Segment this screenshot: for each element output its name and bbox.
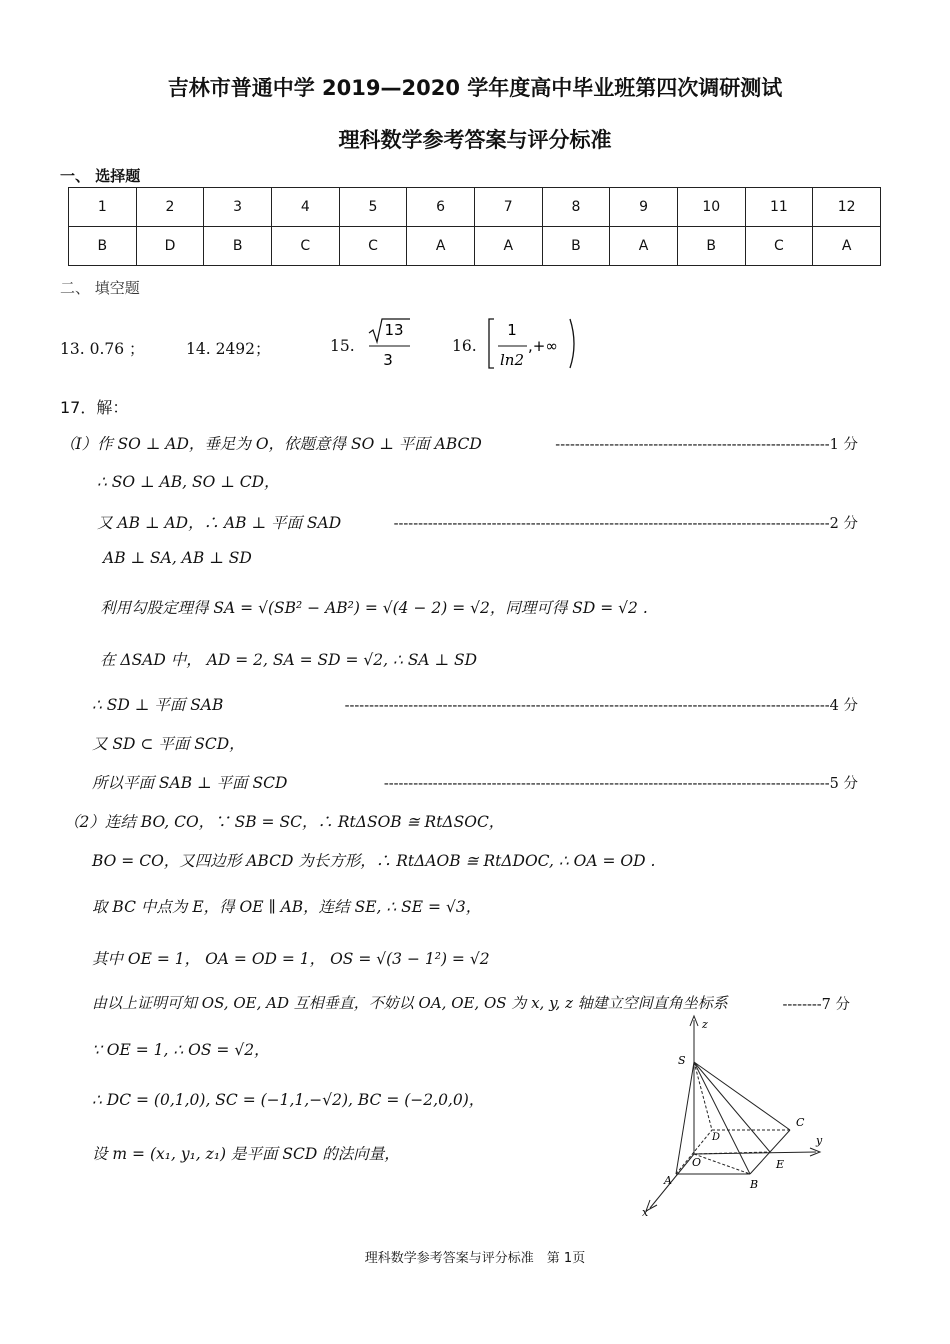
question-number: 6: [407, 188, 475, 227]
answer-cell: D: [136, 227, 204, 266]
answer-16-interval: [486, 316, 578, 372]
solution-line: AB ⊥ SA, AB ⊥ SD: [103, 549, 252, 567]
score-marker: -------------------------------------------------------------------------------------------5 分: [383, 776, 858, 792]
question-number: 11: [745, 188, 813, 227]
axis-label-x: x: [642, 1206, 649, 1219]
solution-line: 又 AB ⊥ AD，∴ AB ⊥ 平面 SAD: [97, 514, 342, 532]
score-marker: --------7 分: [782, 997, 850, 1013]
answer-15-numerator: 13: [384, 321, 404, 339]
solution-line: ∴ SD ⊥ 平面 SAB: [92, 696, 224, 714]
answer-16-numerator: 1: [507, 321, 517, 339]
pyramid-coordinate-figure: [630, 1012, 840, 1220]
question-number: 10: [677, 188, 745, 227]
answer-15-label: 15.: [330, 337, 355, 355]
solution-line: 取 BC 中点为 E，得 OE ∥ AB，连结 SE, ∴ SE = √3，: [92, 898, 482, 916]
question-number: 2: [136, 188, 204, 227]
section-choice-heading: 一、 选择题: [60, 167, 141, 185]
solution-line: ∵ OE = 1, ∴ OS = √2，: [92, 1041, 270, 1059]
solution-line: BO = CO，又四边形 ABCD 为长方形，∴ RtΔAOB ≅ RtΔDOC, ∴ OA = OD .: [92, 852, 656, 870]
answer-13: 13. 0.76 ；: [60, 340, 145, 358]
answer-15-fraction: [366, 316, 412, 372]
score-marker: --------------------------------------------------------1 分: [555, 437, 858, 453]
point-label-s: S: [678, 1054, 686, 1067]
answer-cell: A: [610, 227, 678, 266]
point-label-e: E: [776, 1158, 785, 1171]
solution-line: 又 SD ⊂ 平面 SCD，: [92, 735, 245, 753]
point-label-a: A: [664, 1174, 672, 1187]
answer-cell: B: [204, 227, 272, 266]
answer-16-tail: ,+∞: [528, 337, 558, 355]
question-number: 9: [610, 188, 678, 227]
page-footer: 理科数学参考答案与评分标准 第 1页: [364, 1251, 586, 1266]
score-marker: -----------------------------------------------------------------------------------------2 分: [393, 516, 858, 532]
solution-line: 设 m = (x₁, y₁, z₁) 是平面 SCD 的法向量，: [92, 1145, 400, 1163]
page-title: 吉林市普通中学 2019—2020 学年度高中毕业班第四次调研测试: [167, 76, 783, 100]
axis-label-y: y: [816, 1134, 823, 1147]
solution-line: 由以上证明可知 OS, OE, AD 互相垂直，不妨以 OA, OE, OS 为 x, y, z 轴建立空间直角坐标系: [92, 994, 728, 1012]
answer-15-denominator: 3: [383, 351, 393, 369]
answer-cell: B: [677, 227, 745, 266]
page-subtitle: 理科数学参考答案与评分标准: [338, 128, 612, 152]
answer-cell: B: [69, 227, 137, 266]
answer-table-numbers-row: [69, 188, 881, 227]
question-number: 3: [204, 188, 272, 227]
answer-cell: C: [745, 227, 813, 266]
answer-cell: C: [271, 227, 339, 266]
axis-label-z: z: [702, 1018, 708, 1031]
section-fill-heading: 二、 填空题: [60, 279, 140, 297]
question-number: 5: [339, 188, 407, 227]
answer-table: [68, 187, 881, 266]
question-number: 1: [69, 188, 137, 227]
point-label-o: O: [692, 1156, 702, 1169]
answer-cell: A: [813, 227, 881, 266]
question-number: 8: [542, 188, 610, 227]
solution-line: （2）连结 BO, CO，∵ SB = SC，∴ RtΔSOB ≅ RtΔSOC，: [64, 813, 505, 831]
question-number: 4: [271, 188, 339, 227]
answer-cell: A: [407, 227, 475, 266]
x-axis: [650, 1154, 694, 1208]
solution-line: ∴ DC = (0,1,0), SC = (−1,1,−√2), BC = (−2,0,0)，: [92, 1091, 485, 1109]
point-label-b: B: [750, 1178, 759, 1191]
point-label-d: D: [712, 1132, 721, 1143]
solution-line: ∴ SO ⊥ AB, SO ⊥ CD，: [97, 473, 280, 491]
answer-16-label: 16.: [452, 337, 477, 355]
problem-17-heading: 17．解：: [60, 398, 129, 417]
solution-line: 其中 OE = 1， OA = OD = 1， OS = √(3 − 1²) = √2: [92, 950, 490, 968]
score-marker: ---------------------------------------------------------------------------------------------------4 分: [344, 698, 858, 714]
answer-table-answers-row: [69, 227, 881, 266]
question-number: 7: [474, 188, 542, 227]
answer-cell: A: [474, 227, 542, 266]
point-label-c: C: [796, 1116, 805, 1129]
solution-line: 利用勾股定理得 SA = √(SB² − AB²) = √(4 − 2) = √2，同理可得 SD = √2 .: [100, 599, 648, 617]
solution-line: 所以平面 SAB ⊥ 平面 SCD: [92, 774, 288, 792]
answer-cell: C: [339, 227, 407, 266]
answer-16-denominator: ln2: [499, 351, 525, 369]
question-number: 12: [813, 188, 881, 227]
answer-14: 14. 2492；: [186, 340, 271, 358]
solution-line: 在 ΔSAD 中， AD = 2, SA = SD = √2, ∴ SA ⊥ SD: [100, 651, 478, 669]
answer-cell: B: [542, 227, 610, 266]
solution-line: （Ⅰ）作 SO ⊥ AD，垂足为 O，依题意得 SO ⊥ 平面 ABCD: [60, 435, 482, 453]
